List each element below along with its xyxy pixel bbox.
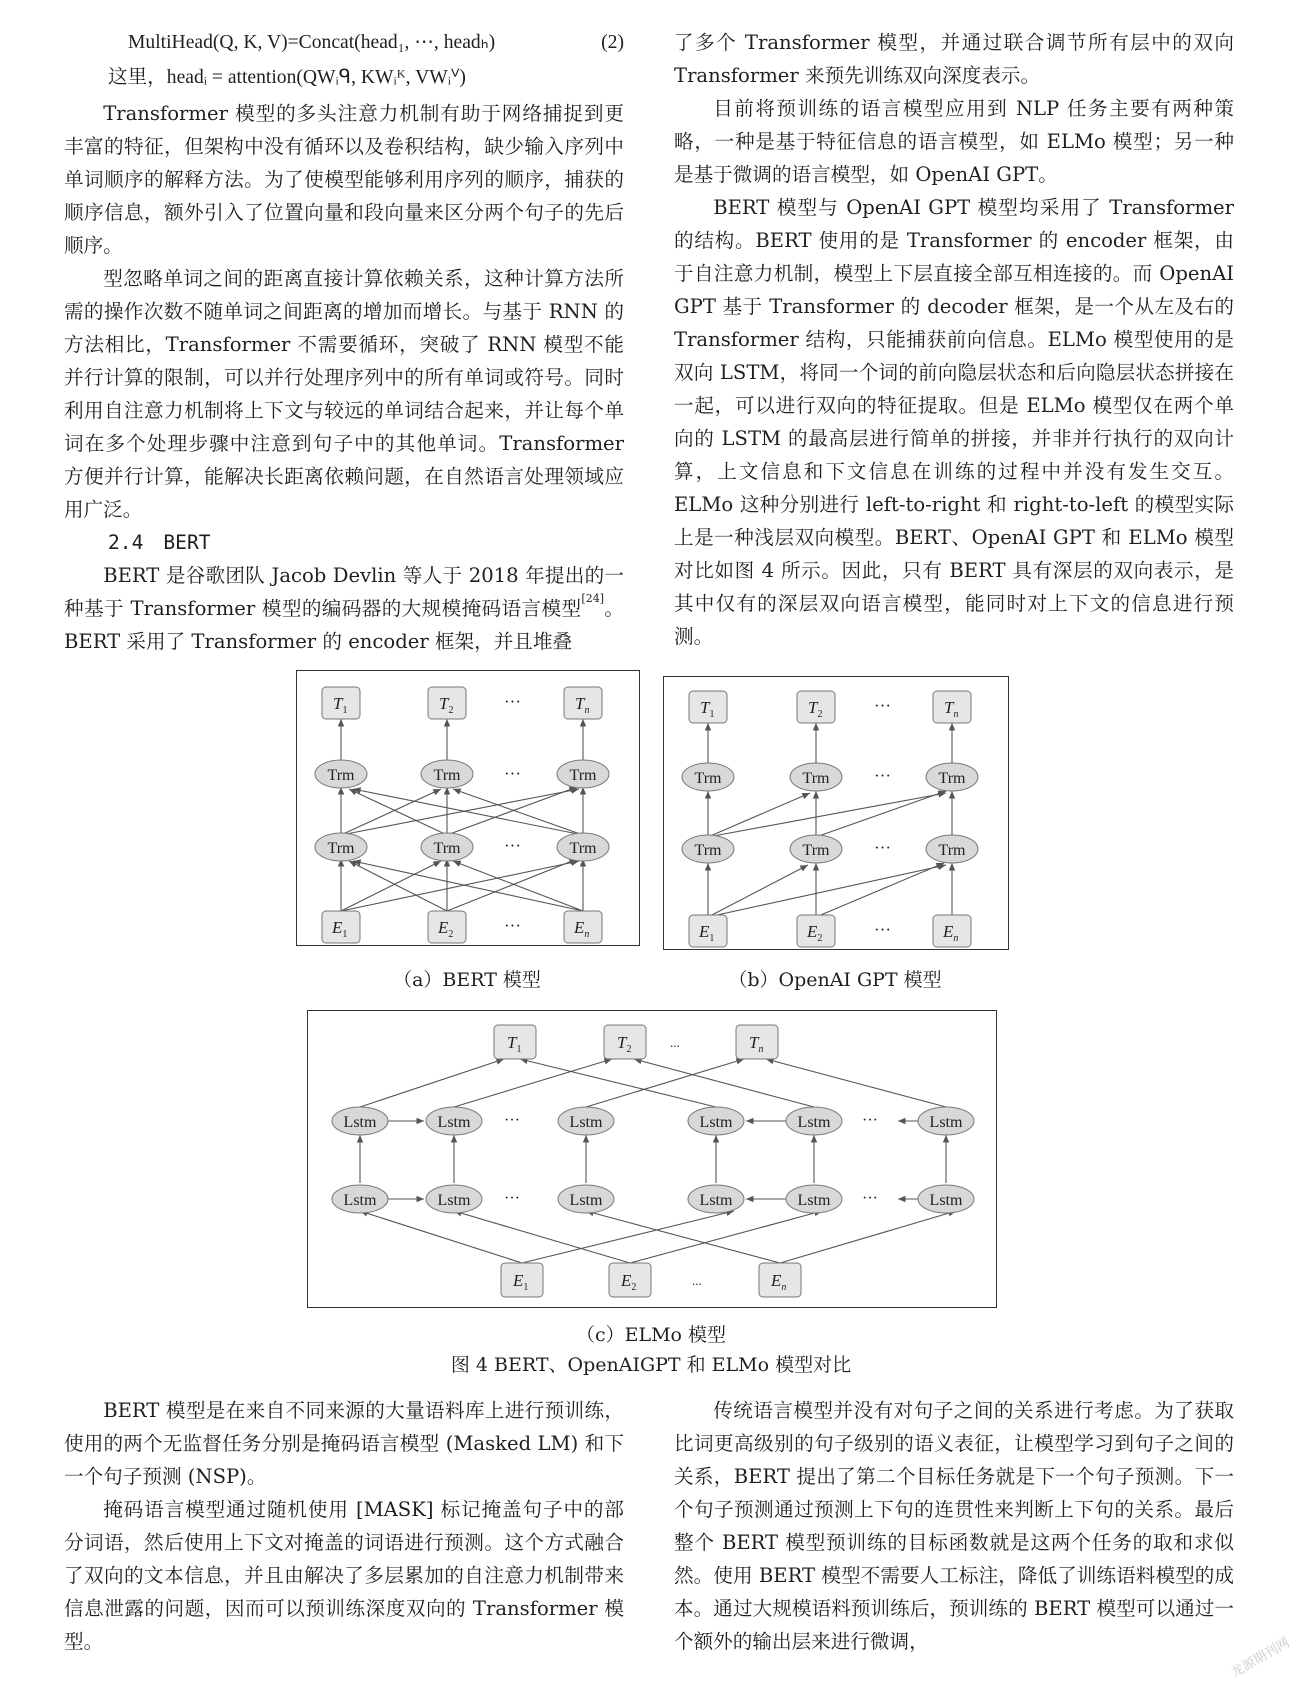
lstm-node: Lstm bbox=[343, 1114, 377, 1131]
section-title: BERT bbox=[163, 531, 211, 554]
lstm-node: Lstm bbox=[343, 1192, 377, 1209]
figure-bert bbox=[296, 670, 640, 946]
node-t2: $T_2$ bbox=[439, 694, 454, 716]
node-tn: $T_n$ bbox=[575, 694, 590, 716]
dots: ··· bbox=[504, 692, 521, 711]
lstm-node: Lstm bbox=[699, 1114, 733, 1131]
node-t2: $T_2$ bbox=[808, 698, 823, 720]
citation-ref: [24] bbox=[581, 592, 605, 605]
caption-a: （a）BERT 模型 bbox=[393, 969, 541, 991]
dots: ··· bbox=[504, 1112, 520, 1129]
node-e1: $E_1$ bbox=[513, 1271, 529, 1293]
trm-node: Trm bbox=[802, 770, 830, 787]
left-column-top bbox=[64, 26, 624, 658]
dots: ··· bbox=[504, 916, 521, 935]
equation-head-body: headᵢ = attention(QWᵢᑫ, KWᵢᴷ, VWᵢⱽ) bbox=[166, 67, 466, 88]
lstm-node: Lstm bbox=[699, 1192, 733, 1209]
equation-2-number: (2) bbox=[601, 32, 624, 53]
trm-node: Trm bbox=[802, 842, 830, 859]
left-column-bottom bbox=[64, 1394, 624, 1658]
lstm-node: Lstm bbox=[929, 1114, 963, 1131]
bert-output-nodes bbox=[322, 687, 602, 719]
dots: ··· bbox=[504, 764, 521, 783]
section-heading bbox=[64, 526, 624, 559]
section-number: 2.4 bbox=[108, 531, 144, 554]
trm-node: Trm bbox=[694, 770, 722, 787]
dots: ··· bbox=[874, 766, 891, 785]
lstm-node: Lstm bbox=[437, 1114, 471, 1131]
node-e1: $E_1$ bbox=[699, 922, 715, 944]
paragraph: BERT 模型是在来自不同来源的大量语料库上进行预训练，使用的两个无监督任务分别是掩码语言模型 (Masked LM) 和下一个句子预测 (NSP)。 bbox=[64, 1399, 624, 1488]
dots: ··· bbox=[874, 838, 891, 857]
trm-node: Trm bbox=[433, 840, 461, 857]
paragraph: 了多个 Transformer 模型，并通过联合调节所有层中的双向 Transformer 来预先训练双向深度表示。 bbox=[674, 31, 1234, 87]
paragraph: 传统语言模型并没有对句子之间的关系进行考虑。为了获取比词更高级别的句子级别的语义表征，让模型学习到句子之间的关系，BERT 提出了第二个目标任务就是下一个句子预测。下一个句子预测通过预测上下句的连贯性来判断上下句的关系。最后整个 BERT 模型预训练的目标函数就是这两个任务的取和求似然。使用 BERT 模型不需要人工标注，降低了训练语料模型的成本。通过大规模语料预训练后，预训练的 BERT 模型可以通过一个额外的输出层来进行微调， bbox=[674, 1399, 1234, 1653]
dots: ... bbox=[692, 1273, 702, 1288]
paragraph: 掩码语言模型通过随机使用 [MASK] 标记掩盖句子中的部分词语，然后使用上下文对掩盖的词语进行预测。这个方式融合了双向的文本信息，并且由解决了多层累加的自注意力机制带来信息泄露的问题，因而可以预训练深度双向的 Transformer 模型。 bbox=[64, 1498, 624, 1653]
equation-2-body: MultiHead(Q, K, V)=Concat(head₁, ⋯, headₕ) bbox=[128, 32, 496, 53]
lstm-node: Lstm bbox=[569, 1114, 603, 1131]
bert-input-nodes bbox=[322, 911, 602, 943]
lstm-node: Lstm bbox=[929, 1192, 963, 1209]
equation-head-prefix: 这里， bbox=[108, 67, 167, 88]
paragraph: BERT 模型与 OpenAI GPT 模型均采用了 Transformer 的结构。BERT 使用的是 Transformer 的 encoder 框架，由于自注意力机制，模型上下层直接全部互相连接的。而 OpenAI GPT 基于 Transformer 的 decoder 框架，是一个从左及右的 Transformer 结构，只能捕获前向信息。ELMo 模型使用的是双向 LSTM，将同一个词的前向隐层状态和后向隐层状态拼接在一起，可以进行双向的特征提取。但是 ELMo 模型仅在两个单向的 LSTM 的最高层进行简单的拼接，并非并行执行的双向计算，上文信息和下文信息在训练的过程中并没有发生交互。ELMo 这种分别进行 left-to-right 和 right-to-left 的模型实际上是一种浅层双向模型。BERT、OpenAI GPT 和 ELMo 模型对比如图 4 所示。因此，只有 BERT 具有深层的双向表示，是其中仅有的深层双向语言模型，能同时对上下文的信息进行预测。 bbox=[674, 196, 1234, 648]
node-t1: $T_1$ bbox=[507, 1033, 522, 1055]
node-en: $E_n$ bbox=[771, 1271, 787, 1293]
node-e1: $E_1$ bbox=[332, 918, 348, 940]
trm-node: Trm bbox=[569, 767, 597, 784]
figure-gpt bbox=[663, 676, 1009, 950]
elmo-edges bbox=[360, 1059, 956, 1263]
dots: ... bbox=[670, 1035, 680, 1050]
paragraph-text: 。BERT 采用了 Transformer 的 encoder 框架，并且堆叠 bbox=[64, 597, 624, 653]
paragraph: 目前将预训练的语言模型应用到 NLP 任务主要有两种策略，一种是基于特征信息的语言模型，如 ELMo 模型；另一种是基于微调的语言模型，如 OpenAI GPT。 bbox=[674, 97, 1234, 186]
right-column-top bbox=[674, 26, 1234, 653]
gpt-trm-nodes bbox=[682, 763, 978, 863]
elmo-diagram bbox=[308, 1011, 996, 1307]
elmo-output-nodes bbox=[494, 1025, 778, 1059]
paragraph-text: BERT 是谷歌团队 Jacob Devlin 等人于 2018 年提出的一种基于 Transformer 模型的编码器的大规模掩码语言模型 bbox=[64, 564, 624, 620]
paragraph: 型忽略单词之间的距离直接计算依赖关系，这种计算方法所需的操作次数不随单词之间距离的增加而增长。与基于 RNN 的方法相比，Transformer 不需要循环，突破了 RNN 模型不能并行计算的限制，可以并行处理序列中的所有单词或符号。同时利用自注意力机制将上下文与较远的单词结合起来，并让每个单词在多个处理步骤中注意到句子中的其他单词。Transformer 方便并行计算，能解决长距离依赖问题，在自然语言处理领域应用广泛。 bbox=[64, 267, 624, 521]
trm-node: Trm bbox=[694, 842, 722, 859]
gpt-input-nodes bbox=[689, 915, 971, 947]
trm-node: Trm bbox=[938, 770, 966, 787]
paragraph bbox=[64, 559, 624, 658]
node-tn: $T_n$ bbox=[749, 1033, 764, 1055]
node-en: $E_n$ bbox=[574, 918, 590, 940]
caption-b: （b）OpenAI GPT 模型 bbox=[728, 969, 942, 991]
lstm-node: Lstm bbox=[797, 1114, 831, 1131]
node-e2: $E_2$ bbox=[438, 918, 454, 940]
dots: ··· bbox=[862, 1190, 878, 1207]
trm-node: Trm bbox=[938, 842, 966, 859]
node-t2: $T_2$ bbox=[617, 1033, 632, 1055]
dots: ··· bbox=[862, 1112, 878, 1129]
gpt-diagram bbox=[664, 677, 1008, 949]
node-t1: $T_1$ bbox=[700, 698, 715, 720]
dots: ··· bbox=[504, 1190, 520, 1207]
trm-node: Trm bbox=[433, 767, 461, 784]
dots: ··· bbox=[874, 696, 891, 715]
paragraph: Transformer 模型的多头注意力机制有助于网络捕捉到更丰富的特征，但架构中没有循环以及卷积结构，缺少输入序列中单词顺序的解释方法。为了使模型能够利用序列的顺序，捕获的顺序信息，额外引入了位置向量和段向量来区分两个句子的先后顺序。 bbox=[64, 102, 624, 257]
dots: ··· bbox=[874, 920, 891, 939]
lstm-node: Lstm bbox=[437, 1192, 471, 1209]
trm-node: Trm bbox=[327, 767, 355, 784]
node-tn: $T_n$ bbox=[944, 698, 959, 720]
equation-head bbox=[64, 59, 624, 97]
node-en: $E_n$ bbox=[943, 922, 959, 944]
bert-diagram bbox=[297, 671, 639, 945]
node-e2: $E_2$ bbox=[621, 1271, 637, 1293]
gpt-edges bbox=[708, 723, 952, 917]
caption-c: （c）ELMo 模型 bbox=[575, 1324, 727, 1346]
gpt-output-nodes bbox=[689, 691, 971, 723]
lstm-node: Lstm bbox=[569, 1192, 603, 1209]
trm-node: Trm bbox=[569, 840, 597, 857]
elmo-input-nodes bbox=[501, 1263, 801, 1297]
figure-elmo bbox=[307, 1010, 997, 1308]
watermark: 龙源期刊网 bbox=[1228, 1635, 1293, 1681]
node-e2: $E_2$ bbox=[807, 922, 823, 944]
right-column-bottom bbox=[674, 1394, 1234, 1658]
bert-edges bbox=[341, 719, 583, 911]
figure-caption: 图 4 BERT、OpenAIGPT 和 ELMo 模型对比 bbox=[450, 1354, 852, 1376]
node-t1: $T_1$ bbox=[333, 694, 348, 716]
lstm-node: Lstm bbox=[797, 1192, 831, 1209]
trm-node: Trm bbox=[327, 840, 355, 857]
dots: ··· bbox=[504, 836, 521, 855]
equation-2 bbox=[64, 26, 624, 59]
